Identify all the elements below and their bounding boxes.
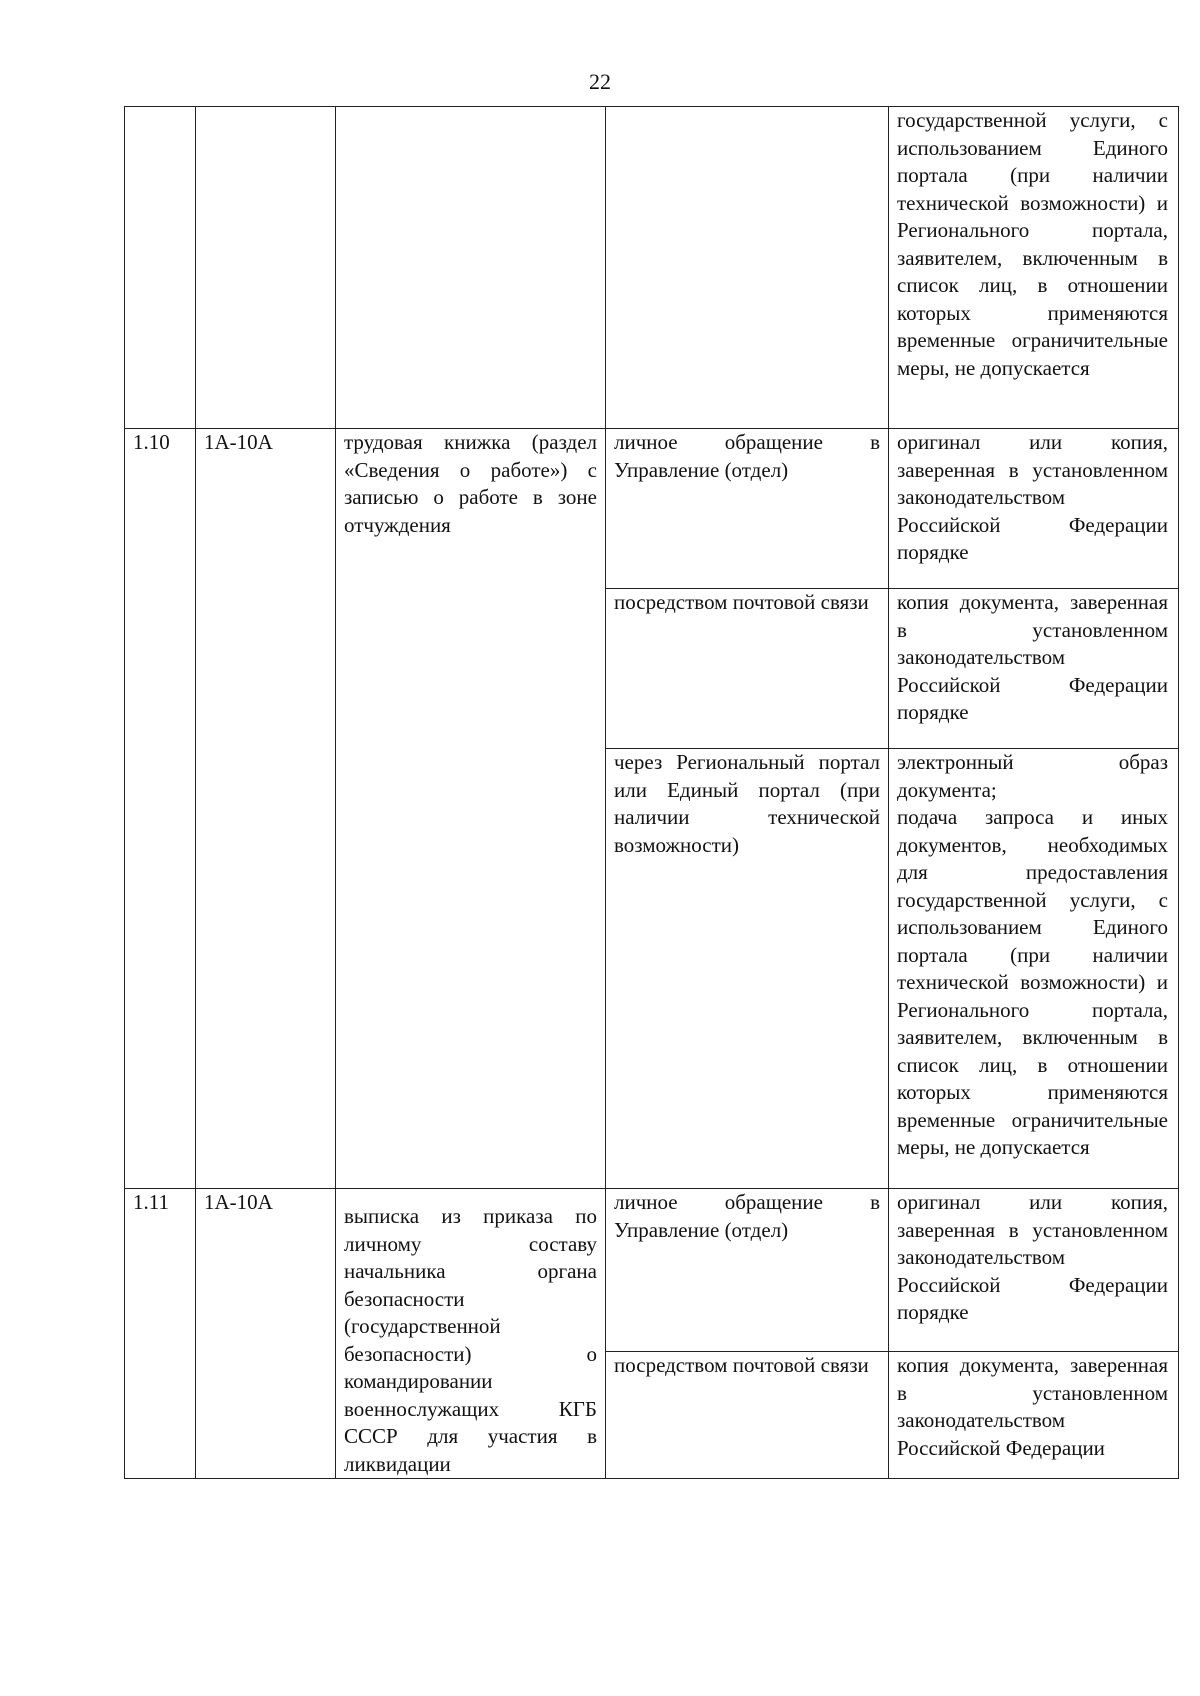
documents-table	[124, 106, 1179, 1479]
cell-form	[889, 589, 1179, 749]
method-text: посредством почтовой связи	[614, 590, 869, 614]
cell-document	[336, 1189, 606, 1479]
document-text: трудовая книжка (раздел «Сведения о работе») с записью о работе в зоне отчуждения	[344, 430, 597, 537]
cell-num: 1.10	[125, 429, 196, 1189]
cell-code: 1А-10А	[196, 1189, 336, 1479]
form-text: оригинал или копия, заверенная в установленном законодательством Российской Федерации порядке	[897, 430, 1168, 564]
cell-form	[889, 1189, 1179, 1352]
cell-method	[606, 1189, 889, 1352]
form-text: копия документа, заверенная в установленном законодательством Российской Федерации порядке	[897, 590, 1168, 724]
cell-method	[606, 749, 889, 1189]
cell-form	[889, 1352, 1179, 1479]
form-text-1: электронный образ документа;	[897, 750, 1168, 802]
cell-method	[606, 429, 889, 589]
cell-code	[196, 107, 336, 429]
document-text: выписка из приказа по личному составу начальника органа безопасности (государственной безопасности) о командировании военнослужащих КГБ СССР для участия в ликвидации	[344, 1204, 597, 1476]
cell-code: 1А-10А	[196, 429, 336, 1189]
form-text-2: подача запроса и иных документов, необходимых для предоставления государственной услуги, с использованием Единого портала (при наличии технической возможности) и Регионального портала, заявителем, включенным в список лиц, в отношении которых применяются временные ограничительные меры, не допускается	[897, 805, 1168, 1159]
method-text: личное обращение в Управление (отдел)	[614, 430, 880, 482]
method-text: посредством почтовой связи	[614, 1353, 869, 1378]
cell-num	[125, 107, 196, 429]
form-text: оригинал или копия, заверенная в установленном законодательством Российской Федерации порядке	[897, 1190, 1168, 1324]
table-row-1-11	[125, 1189, 1179, 1352]
cell-form	[889, 107, 1179, 429]
form-text: государственной услуги, с использованием Единого портала (при наличии технической возможности) и Регионального портала, заявителем, включенным в список лиц, в отношении которых применяются временные ограничительные меры, не допускается	[897, 108, 1168, 380]
cell-document	[336, 429, 606, 1189]
page-number: 22	[589, 69, 611, 94]
cell-num: 1.11	[125, 1189, 196, 1479]
cell-document	[336, 107, 606, 429]
cell-method	[606, 107, 889, 429]
cell-method	[606, 589, 889, 749]
cell-form	[889, 429, 1179, 589]
cell-method	[606, 1352, 889, 1479]
table-row-1-10	[125, 429, 1179, 589]
form-text: копия документа, заверенная в установленном законодательством Российской Федерации	[897, 1353, 1168, 1460]
method-text: через Региональный портал или Единый портал (при наличии технической возможности)	[614, 750, 880, 857]
method-text: личное обращение в Управление (отдел)	[614, 1190, 880, 1242]
cell-form	[889, 749, 1179, 1189]
table-row-continuation	[125, 107, 1179, 429]
